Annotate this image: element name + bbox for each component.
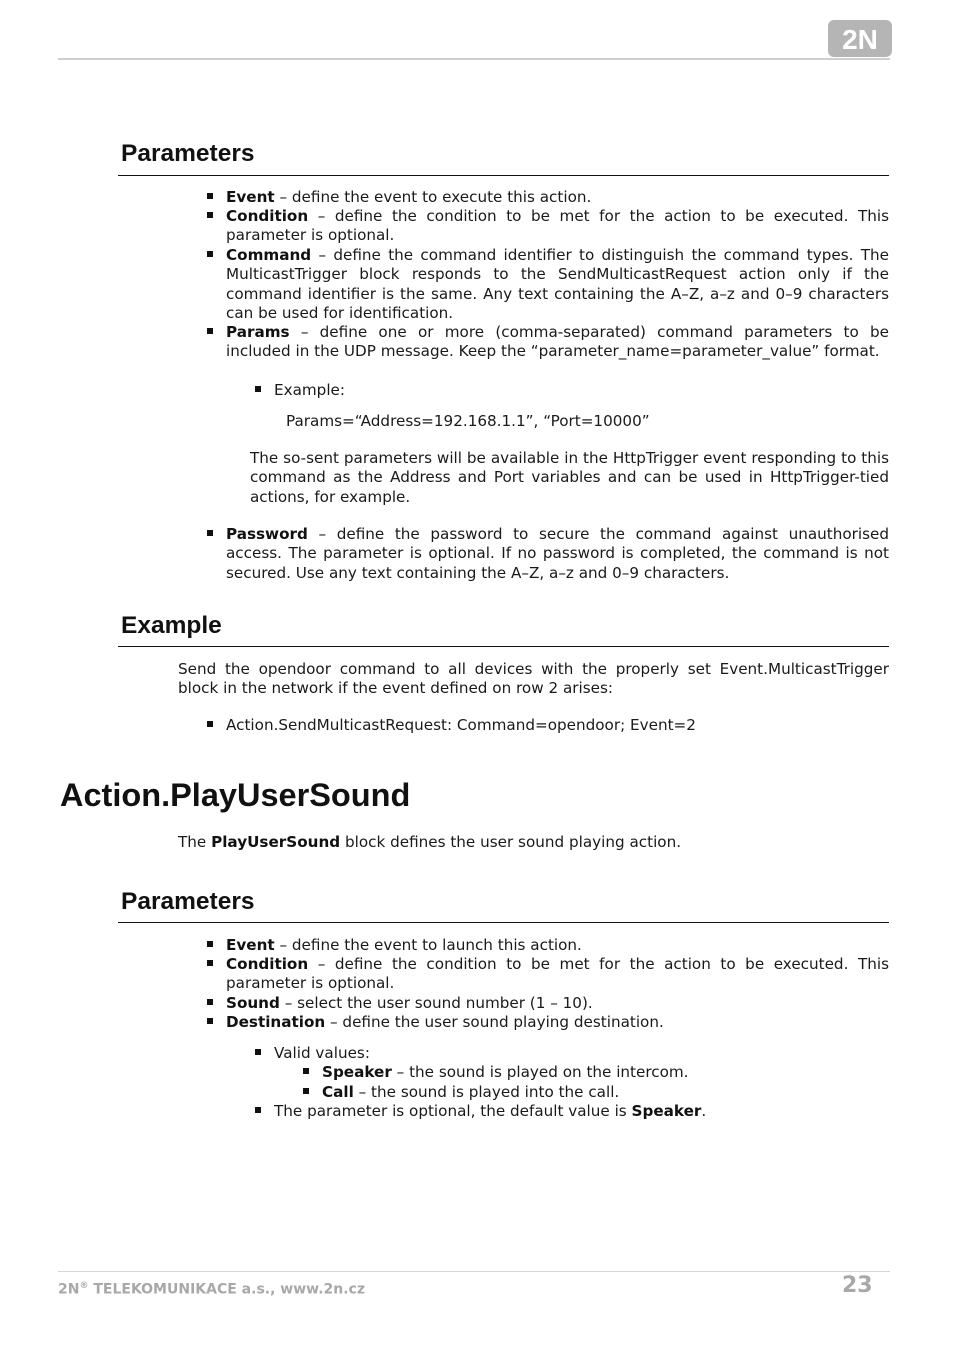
section-heading-parameters: Parameters bbox=[121, 140, 255, 167]
brand-logo bbox=[828, 20, 892, 57]
bullet-icon bbox=[255, 1107, 261, 1113]
bullet-icon bbox=[207, 941, 213, 947]
header-rule bbox=[58, 58, 890, 60]
heading-rule bbox=[118, 646, 889, 647]
bullet-icon bbox=[207, 1018, 213, 1024]
value-call: Call – the sound is played into the call. bbox=[322, 1083, 620, 1101]
bullet-icon bbox=[207, 999, 213, 1005]
example-intro: Send the opendoor command to all devices with the properly set Event.MulticastTrigger block in the network if the event defined on row 2 arises: bbox=[178, 660, 889, 698]
heading-rule bbox=[118, 175, 889, 176]
list-item-sound: Sound – select the user sound number (1 – 10). bbox=[226, 994, 593, 1012]
page-title: Action.PlayUserSound bbox=[60, 777, 411, 813]
bullet-icon bbox=[303, 1088, 309, 1094]
example-item: Action.SendMulticastRequest: Command=opendoor; Event=2 bbox=[226, 716, 696, 734]
bullet-icon bbox=[207, 721, 213, 727]
list-item-command: Command – define the command identifier to distinguish the command types. The MulticastTrigger block responds to the SendMulticastRequest action only if the command identifier is the same. Any text containing the A–Z, a–z and 0–9 characters can be used for identification. bbox=[226, 246, 889, 322]
bullet-icon bbox=[207, 212, 213, 218]
list-item-event: Event – define the event to execute this action. bbox=[226, 188, 592, 206]
footer-company: 2N® TELEKOMUNIKACE a.s., www.2n.cz bbox=[58, 1281, 365, 1298]
value-speaker: Speaker – the sound is played on the intercom. bbox=[322, 1063, 689, 1081]
example-code: Params=“Address=192.168.1.1”, “Port=10000” bbox=[286, 412, 650, 430]
example-note: The so-sent parameters will be available in the HttpTrigger event responding to this command as the Address and Port variables and can be used in HttpTrigger-tied actions, for example. bbox=[250, 449, 889, 506]
list-item-password: Password – define the password to secure the command against unauthorised access. The parameter is optional. If no password is completed, the command is not secured. Use any text containing the A–Z, a–z and 0–9 characters. bbox=[226, 525, 889, 582]
example-label: Example: bbox=[274, 381, 346, 399]
bullet-icon bbox=[207, 530, 213, 536]
default-value-note: The parameter is optional, the default value is Speaker. bbox=[274, 1102, 707, 1120]
footer-rule bbox=[58, 1271, 890, 1272]
heading-rule bbox=[118, 922, 889, 923]
bullet-icon bbox=[207, 251, 213, 257]
bullet-icon bbox=[207, 193, 213, 199]
bullet-icon bbox=[303, 1068, 309, 1074]
page-number: 23 bbox=[842, 1273, 873, 1298]
bullet-icon bbox=[255, 386, 261, 392]
bullet-icon bbox=[207, 328, 213, 334]
bullet-icon bbox=[207, 960, 213, 966]
list-item-params: Params – define one or more (comma-separated) command parameters to be included in the UDP message. Keep the “parameter_name=parameter_value” format. bbox=[226, 323, 889, 361]
list-item-condition: Condition – define the condition to be met for the action to be executed. This parameter is optional. bbox=[226, 955, 889, 993]
section-heading-parameters-2: Parameters bbox=[121, 888, 255, 915]
logo-text: 2N bbox=[842, 24, 878, 55]
valid-values-label: Valid values: bbox=[274, 1044, 370, 1062]
list-item-destination: Destination – define the user sound playing destination. bbox=[226, 1013, 664, 1031]
section-heading-example: Example bbox=[121, 612, 222, 639]
bullet-icon bbox=[255, 1049, 261, 1055]
list-item-condition: Condition – define the condition to be met for the action to be executed. This parameter is optional. bbox=[226, 207, 889, 245]
list-item-event: Event – define the event to launch this action. bbox=[226, 936, 582, 954]
block-intro: The PlayUserSound block defines the user sound playing action. bbox=[178, 833, 682, 851]
